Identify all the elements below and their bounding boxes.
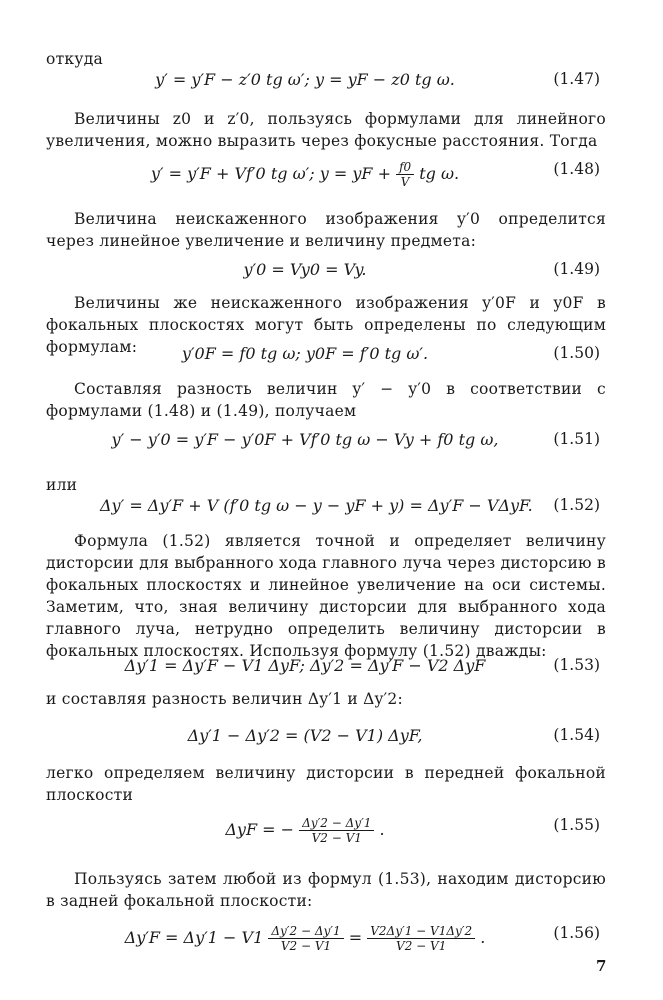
fraction — [396, 160, 414, 189]
denominator: V — [400, 175, 410, 189]
equation-1-55 — [100, 812, 600, 845]
equation-1-51 — [100, 426, 600, 456]
numerator: V2Δy′1 − V1Δy′2 — [367, 924, 475, 939]
formula-part: . — [379, 820, 385, 839]
equation-1-54 — [100, 722, 600, 752]
formula: Δy′1 − Δy′2 = (V2 − V1) ΔyF, — [187, 726, 423, 745]
formula-part: y′ = y′F + Vf′0 tg ω′; y = yF + — [150, 164, 391, 183]
formula-part: Δy′F = Δy′1 − V1 — [124, 928, 264, 947]
paragraph-legko: легко определяем величину дисторсии в передней фокальной плоскости — [46, 764, 606, 804]
equation-number: (1.48) — [553, 160, 600, 178]
formula-part: = — [348, 928, 363, 947]
paragraph-fokalnye-ploskosti: Величины же неискаженного изображения y′0F и y0F в фокальных плоскостях могут быть определены по следующим формулам: — [46, 294, 606, 356]
paragraph-sostavlyaya-raznost: и составляя разность величин Δy′1 и Δy′2: — [46, 690, 403, 708]
equation-number: (1.50) — [553, 344, 600, 362]
denominator: V2 − V1 — [280, 939, 332, 953]
paragraph-neiskazhennoe: Величина неискаженного изображения y′0 определится через линейное увеличение и величину предмета: — [46, 210, 606, 250]
denominator: V2 − V1 — [396, 939, 447, 953]
equation-number: (1.53) — [553, 656, 600, 674]
numerator: Δy′2 − Δy′1 — [268, 924, 343, 939]
paragraph-sostavlyaya: Составляя разность величин y′ − y′0 в соответствии с формулами (1.48) и (1.49), получаем — [46, 380, 606, 420]
numerator: Δy′2 − Δy′1 — [299, 816, 374, 831]
paragraph-formula-1-52: Формула (1.52) является точной и определяет величину дисторсии для выбранного хода главного луча через дисторсию в фокальных плоскостях и линейное увеличение на оси системы. Заметим, что, зная величину дисторсии для выбранного хода главного луча, нетрудно определить величину дисторсии в фокальных плоскостях. Используя формулу (1.52) дважды: — [46, 532, 606, 660]
formula: Δy′1 = Δy′F − V1 ΔyF; Δy′2 = Δy′F − V2 ΔyF — [124, 656, 486, 675]
equation-number: (1.51) — [553, 430, 600, 448]
formula: y′ − y′0 = y′F − y′0F + Vf′0 tg ω − Vy + f0 tg ω, — [111, 430, 499, 449]
equation-1-50 — [100, 340, 600, 370]
equation-number: (1.56) — [553, 924, 600, 942]
equation-1-47 — [100, 66, 600, 96]
equation-1-56 — [100, 920, 600, 953]
formula-part: . — [480, 928, 486, 947]
equation-number: (1.49) — [553, 260, 600, 278]
formula-part: ΔyF = − — [225, 820, 295, 839]
formula: Δy′ = Δy′F + V (f′0 tg ω − y − yF + y) = Δy′F − VΔyF. — [100, 496, 533, 515]
equation-1-52 — [100, 492, 600, 522]
paragraph-velichiny-z0: Величины z0 и z′0, пользуясь формулами для линейного увеличения, можно выразить через фокусные расстояния. Тогда — [46, 110, 606, 150]
numerator: f0 — [396, 160, 414, 175]
formula: y′ = y′F − z′0 tg ω′; y = yF − z0 tg ω. — [155, 70, 455, 89]
page-number: 7 — [596, 957, 607, 975]
denominator: V2 − V1 — [311, 831, 362, 845]
formula-part: tg ω. — [419, 164, 460, 183]
fraction — [268, 924, 343, 953]
formula: y′0 = Vy0 = Vy. — [243, 260, 367, 279]
equation-number: (1.47) — [553, 70, 600, 88]
fraction — [299, 816, 374, 845]
paragraph-polzuyas: Пользуясь затем любой из формул (1.53), находим дисторсию в задней фокальной плоскости: — [46, 870, 606, 910]
equation-1-53 — [100, 652, 600, 682]
equation-number: (1.55) — [553, 816, 600, 834]
paragraph-otkuda: откуда — [46, 50, 103, 68]
equation-number: (1.52) — [553, 496, 600, 514]
equation-1-49 — [100, 256, 600, 286]
fraction — [367, 924, 475, 953]
equation-1-48 — [100, 156, 600, 189]
formula: y′0F = f0 tg ω; y0F = f′0 tg ω′. — [181, 344, 429, 363]
equation-number: (1.54) — [553, 726, 600, 744]
paragraph-ili: или — [46, 476, 78, 494]
